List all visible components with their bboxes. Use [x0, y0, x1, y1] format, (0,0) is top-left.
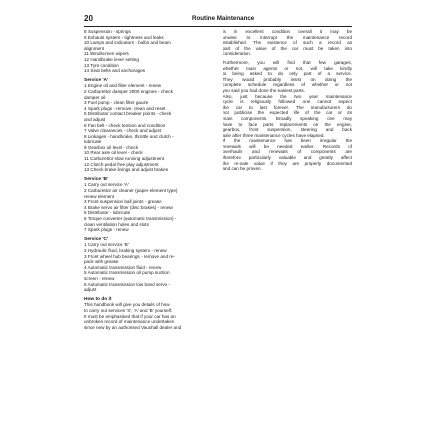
service-item: 10 Rear axle oil level - check — [84, 150, 143, 156]
service-item: 6 Torque converter (automatic transmission) - — [84, 216, 177, 221]
service-item: pack with grease — [84, 259, 119, 265]
checklist-item: 12 Handbrake lever setting — [84, 56, 139, 62]
service-item: adjust — [84, 287, 97, 293]
service-item: 6 Automatic transmission low band servo - — [84, 281, 171, 287]
service-item: renew element — [84, 193, 115, 199]
section-heading: Service 'A' — [84, 77, 109, 83]
checklist-item: 9 Exhaust system - tightness and leaks — [84, 34, 164, 40]
paragraph-line: the re-sale value if they are properly documented — [222, 160, 352, 166]
service-item: 4 Spark plugs - remove, clean and reset — [84, 105, 166, 111]
paragraph-line: have to face parts replacements on the engine, — [222, 121, 352, 127]
service-item: 6 Fan belt - check tension and condition — [84, 122, 166, 128]
paragraph-line: renewals will be needed earlier. Records of — [222, 143, 352, 149]
service-item: 11 Carburettor slow running adjustment — [84, 156, 165, 162]
checklist-item: 8 Suspension - springs — [84, 29, 131, 34]
service-item: and adjust — [84, 116, 106, 122]
service-item: damper oil — [84, 94, 106, 100]
service-item: 3 Front suspension ball joints - grease — [84, 199, 162, 205]
paragraph-line: Also, just because the two year maintenance — [222, 93, 352, 99]
checklist-item: 14 Seat belts and anchorages — [84, 68, 146, 74]
paragraph-line: to carry out services 'S', 'A' and 'B' yourself. — [84, 307, 173, 313]
paragraph-line: cycle is religiously followed one cannot expect — [222, 99, 352, 105]
paragraph-line: part of the value of the car must be taken into — [222, 45, 352, 51]
service-item: 5 Automatic transmission oil pump suction — [84, 270, 170, 276]
section-heading: How to do it — [84, 296, 112, 302]
service-item: 7 Valve clearances - check and adjust — [84, 128, 162, 134]
service-item: 9 Gearbox oil level - check — [84, 144, 139, 150]
paragraph-line: Furthermore, you will find that few garages, — [222, 59, 352, 65]
service-item: 4 Automatic transmission fluid - renew — [84, 264, 162, 270]
paragraph-line: unbroken record of maintenance undertaken — [84, 319, 175, 325]
service-item: 5 Distributor contact breaker points - check — [84, 111, 172, 117]
paragraph-line: you said you had done the easiest parts. — [222, 87, 305, 93]
service-item: 1 Carry out service 'A' — [84, 182, 129, 188]
service-item: 5 Distributor - lubricate — [84, 210, 131, 216]
paragraph-line: the car to last forever. The manufacturers do — [222, 104, 352, 110]
paragraph-line: consideration. — [222, 51, 252, 57]
paragraph-line: This handbook will give you details of how — [84, 302, 170, 308]
service-item: 8 Linkages - handbrake, throttle and clutch - — [84, 133, 174, 139]
paragraph-line: axle after three maintenance cycles have elapsed. — [222, 132, 325, 138]
service-item: 1 Carry out service 'B' — [84, 242, 129, 248]
paragraph-line: therefore particularly valuable and greatly affect — [222, 155, 352, 161]
page-number: 20 — [84, 14, 93, 23]
paragraph-line: since new by an authorised Vauxhall dealer and — [84, 324, 182, 330]
paragraph-line: If the maintenance has been irregular the — [222, 138, 352, 144]
service-item: clean ventilation holes and slots — [84, 221, 149, 227]
service-item: 2 Carburettor air cleaner (paper element type) — [84, 188, 178, 194]
paragraph-line: whether main agents or not, will take kindly — [222, 65, 352, 71]
right-column — [223, 29, 353, 412]
service-item: 2 Hydraulic fluid, braking system - renew — [84, 247, 167, 253]
checklist-item: 13 Tyre condition — [84, 62, 119, 68]
text-columns — [84, 29, 352, 412]
section-heading: Service 'C' — [84, 236, 109, 242]
paragraph-line: is in excellent condition overall it may be — [222, 29, 352, 34]
paragraph-line: established. The existence of such a record as — [222, 40, 352, 46]
page-header — [84, 14, 352, 27]
service-item: 4 Brake servo air filter (disc brakes) - renew — [84, 204, 173, 210]
paragraph-line: gearbox, front suspension, steering and back — [222, 127, 352, 133]
paragraph-line: They would probably insist on doing the — [222, 76, 352, 82]
checklist-item: 10 Lamps and indicators - bulbs and beam — [84, 40, 171, 46]
service-item: 3 Front wheel hub bearings - remove and re- — [84, 253, 175, 259]
paragraph-line: and can be proven. — [222, 166, 262, 172]
running-title: Routine Maintenance — [192, 15, 255, 22]
section-heading: Service 'B' — [84, 176, 109, 182]
paragraph-line: overhauls and renewals of components are — [222, 149, 352, 155]
paragraph-line: unwise to interrupt the maintenance record — [222, 34, 352, 40]
service-item: screen - renew — [84, 275, 115, 281]
checklist-item: alignment — [84, 45, 104, 51]
paragraph-line: not publicise the expected life of the car or its — [222, 110, 352, 116]
service-item: 3 Fuel pump - clean filter gauze — [84, 100, 149, 106]
service-item: 2 Carburettor damper 2000 engines - check — [84, 88, 173, 94]
service-item: 7 Spark plugs - renew — [84, 227, 129, 233]
manual-page — [84, 14, 352, 412]
paragraph-line: main components. Broadly speaking one may — [222, 115, 352, 121]
checklist-item: 11 Windscreen wipers — [84, 51, 129, 57]
left-column — [84, 29, 214, 412]
paragraph-line: to being asked to do only part of a service. — [222, 71, 352, 77]
paragraph-line: complete schedule regardless of whether or not — [222, 82, 352, 88]
service-item: 12 Clutch pedal free play adjustment — [84, 161, 159, 167]
service-item: lubricate — [84, 139, 102, 145]
service-item: 1 Engine oil and filter element - renew — [84, 83, 162, 89]
service-item: 13 Check brake linings and adjust brakes — [84, 167, 169, 173]
paragraph-line: It must be emphasised that if your car has an — [84, 313, 176, 319]
